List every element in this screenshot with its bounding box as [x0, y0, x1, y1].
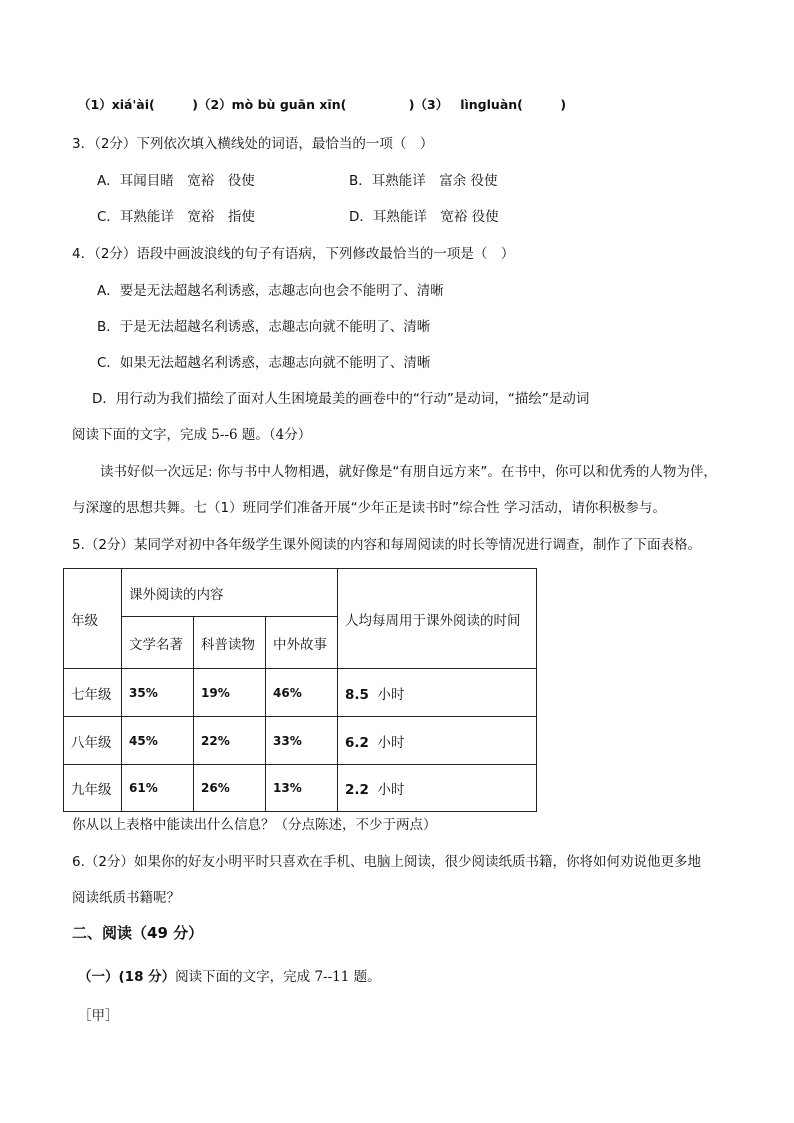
q3-option-c: C．耳熟能详 宽裕 指使 [97, 209, 255, 225]
q3-stem: 3．（2分）下列依次填入横线处的词语，最恰当的一项（ ） [72, 136, 434, 152]
time-value: 6.2 [345, 734, 369, 751]
reading-survey-table [63, 568, 537, 812]
passage-line-1: 读书好似一次远足: 你与书中人物相遇，就好像是“有朋自远方来”。在书中，你可以和优秀的人物为伴， [100, 464, 717, 480]
time-value: 8.5 [345, 686, 369, 703]
grade-cell: 九年级 [64, 765, 122, 812]
q5-stem: 5.（2分）某同学对初中各年级学生课外阅读的内容和每周阅读的时长等情况进行调查，制作了下面表格。 [72, 537, 701, 553]
q4-option-d: D．用行动为我们描绘了面对人生困境最美的画卷中的“行动”是动词，“描绘”是动词 [92, 391, 590, 407]
subsection-1-label: （一）(18 分） [78, 969, 176, 985]
q3-option-b: B．耳熟能详 富余 役使 [349, 173, 498, 189]
pinyin-item-3: lìnɡluàn( ) [460, 97, 567, 112]
content-header: 课外阅读的内容 [122, 569, 338, 617]
literature-cell: 61% [122, 765, 194, 812]
science-cell: 22% [194, 717, 266, 765]
time-cell [338, 669, 537, 717]
q6-line-1: 6.（2分）如果你的好友小明平时只喜欢在手机、电脑上阅读，很少阅读纸质书籍，你将如何劝说他更多地 [72, 854, 701, 870]
time-cell [338, 765, 537, 812]
time-value: 2.2 [345, 782, 369, 798]
literature-cell: 45% [122, 717, 194, 765]
pinyin-item-1-2: （1）xiá'ài( )（2）mò bù guān xīn( )（3） [78, 97, 449, 112]
grade-header: 年级 [64, 569, 122, 669]
time-unit: 小时 [377, 782, 405, 798]
time-unit: 小时 [377, 734, 405, 751]
passage-line-2: 与深邃的思想共舞。七（1）班同学们准备开展“少年正是读书时”综合性 学习活动，请你积极参与。 [72, 500, 666, 516]
q4-option-a: A．要是无法超越名利诱惑，志趣志向也会不能明了、清晰 [97, 283, 444, 299]
time-header: 人均每周用于课外阅读的时间 [338, 569, 537, 669]
reading-intro: 阅读下面的文字，完成 5--6 题。（4分） [72, 427, 312, 443]
subsection-1-heading [78, 965, 381, 985]
sub-header-science: 科普读物 [194, 617, 266, 669]
passage-jia-label: ［甲］ [78, 1008, 119, 1024]
q4-option-b: B．于是无法超越名利诱惑，志趣志向就不能明了、清晰 [97, 319, 431, 335]
table-row [64, 717, 537, 765]
science-cell: 26% [194, 765, 266, 812]
grade-cell: 八年级 [64, 717, 122, 765]
pinyin-items [78, 95, 566, 113]
stories-cell: 33% [266, 717, 338, 765]
time-unit: 小时 [377, 686, 405, 703]
table-row [64, 765, 537, 812]
q4-stem: 4．（2分）语段中画波浪线的句子有语病，下列修改最恰当的一项是（ ） [72, 246, 515, 262]
sub-header-stories: 中外故事 [266, 617, 338, 669]
section-2-title: 二、阅读（49 分） [72, 924, 204, 942]
literature-cell: 35% [122, 669, 194, 717]
time-cell [338, 717, 537, 765]
q4-option-c: C．如果无法超越名利诱惑，志趣志向就不能明了、清晰 [97, 355, 431, 371]
q6-line-2: 阅读纸质书籍呢？ [72, 890, 180, 906]
table-row [64, 669, 537, 717]
q3-option-a: A．耳闻目睹 宽裕 役使 [97, 173, 255, 189]
stories-cell: 13% [266, 765, 338, 812]
q5-question: 你从以上表格中能读出什么信息？（分点陈述，不少于两点） [72, 817, 437, 833]
grade-cell: 七年级 [64, 669, 122, 717]
science-cell: 19% [194, 669, 266, 717]
q3-option-d: D．耳熟能详 宽裕 役使 [349, 209, 499, 225]
subsection-1-text: 阅读下面的文字，完成 7--11 题。 [175, 969, 381, 985]
sub-header-literature: 文学名著 [122, 617, 194, 669]
stories-cell: 46% [266, 669, 338, 717]
